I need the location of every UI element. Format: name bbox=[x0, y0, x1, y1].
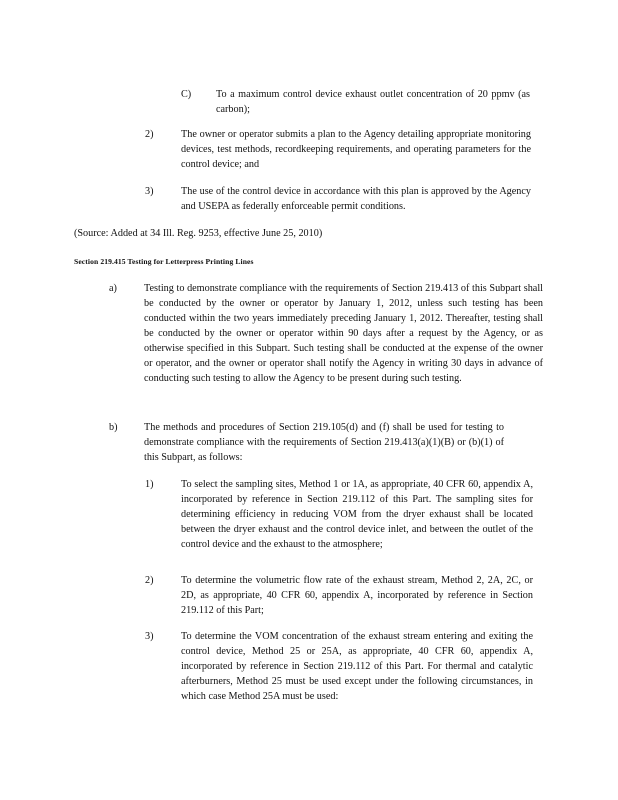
item-label: a) bbox=[109, 283, 117, 294]
item-text: To determine the VOM concentration of the exhaust stream entering and exiting the control device, Method 25 or 25A, as appropriate, 40 CFR 60, appendix A, incorporated by reference in Section 219.112 of this Part. For thermal and catalytic afterburners, Method 25 must be used except under the following circumstances, in which case Method 25A must be used: bbox=[181, 631, 533, 702]
item-label: 2) bbox=[145, 575, 154, 586]
item-label: C) bbox=[181, 89, 192, 100]
item-label: 3) bbox=[145, 186, 154, 197]
item-label: b) bbox=[109, 422, 118, 433]
item-text: To select the sampling sites, Method 1 or 1A, as appropriate, 40 CFR 60, appendix A, incorporated by reference in Section 219.112 of this Part. The sampling sites for determining efficiency in reducing VOM from the dryer exhaust shall be located between the dryer exhaust and the control device inlet, and between the outlet of the control device and the exhaust to the atmosphere; bbox=[181, 479, 533, 550]
item-text: Testing to demonstrate compliance with the requirements of Section 219.413 of this Subpart shall be conducted by the owner or operator by January 1, 2012, unless such testing has been conducted within the two years immediately preceding January 1, 2012. Thereafter, testing shall be conducted by the owner or operator within 90 days after a request by the Agency, or as otherwise specified in this Subpart. Such testing shall be conducted at the expense of the owner or operator, and the owner or operator shall notify the Agency in writing 30 days in advance of conducting such testing to allow the Agency to be present during such testing. bbox=[144, 283, 543, 384]
item-label: 3) bbox=[145, 631, 154, 642]
item-label: 2) bbox=[145, 129, 154, 140]
item-text: The methods and procedures of Section 219.105(d) and (f) shall be used for testing to demonstrate compliance with the requirements of Section 219.413(a)(1)(B) or (b)(1) of this Subpart, as follows: bbox=[144, 422, 504, 463]
source-note: (Source: Added at 34 Ill. Reg. 9253, effective June 25, 2010) bbox=[74, 228, 323, 239]
item-text: To determine the volumetric flow rate of the exhaust stream, Method 2, 2A, 2C, or 2D, as appropriate, 40 CFR 60, appendix A, incorporated by reference in Section 219.112 of this Part; bbox=[181, 575, 533, 616]
section-heading: Section 219.415 Testing for Letterpress Printing Lines bbox=[74, 257, 254, 266]
item-text: To a maximum control device exhaust outlet concentration of 20 ppmv (as carbon); bbox=[216, 89, 530, 115]
item-label: 1) bbox=[145, 479, 154, 490]
item-text: The use of the control device in accordance with this plan is approved by the Agency and USEPA as federally enforceable permit conditions. bbox=[181, 186, 531, 212]
item-text: The owner or operator submits a plan to the Agency detailing appropriate monitoring devices, test methods, recordkeeping requirements, and operating parameters for the control device; and bbox=[181, 129, 531, 170]
